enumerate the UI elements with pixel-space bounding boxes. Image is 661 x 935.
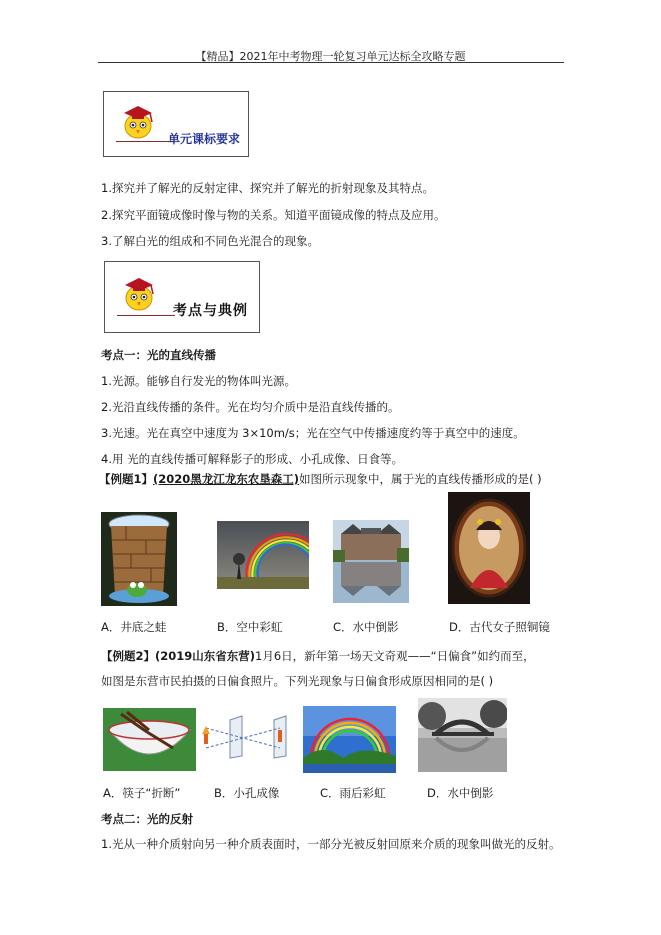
example-1-option-c: C．水中倒影: [333, 620, 399, 634]
example-1-option-a: A．井底之蛙: [101, 620, 167, 634]
section-1-point-3: 3.光速。光在真空中速度为 3×10m/s；光在空气中传播速度约等于真空中的速度。: [101, 426, 525, 440]
example-1-option-d: D．古代女子照铜镜: [449, 620, 550, 634]
example-1-question: [99, 471, 542, 487]
banner-title: 考点与典例: [173, 303, 248, 319]
frog-in-well-image: [101, 512, 177, 606]
header-rule: [98, 62, 564, 63]
banner-underline: [117, 315, 175, 316]
section-1-point-4: 4.用 光的直线传播可解释影子的形成、小孔成像、日食等。: [101, 452, 404, 466]
after-rain-rainbow-image: [303, 706, 396, 773]
example-2-question-line-2: 如图是东营市民拍摄的日偏食照片。下列光现象与日偏食形成原因相同的是( ): [101, 674, 494, 688]
graduate-mascot-icon: [116, 100, 160, 144]
graduate-mascot-icon: [117, 272, 161, 316]
example-tag: 【例题1】: [99, 472, 154, 486]
example-source: (2020黑龙江龙东农垦森工): [153, 472, 300, 486]
requirement-3: 3.了解白光的组成和不同色光混合的现象。: [101, 234, 319, 248]
example-2-option-a: A．筷子“折断”: [103, 786, 181, 800]
section-1-point-2: 2.光沿直线传播的条件。光在均匀介质中是沿直线传播的。: [101, 400, 400, 414]
example-question-text: 如图所示现象中，属于光的直线传播形成的是( ): [299, 472, 542, 486]
section-2-title: 考点二：光的反射: [101, 812, 193, 826]
example-tag: 【例题2】: [101, 649, 156, 663]
exam-points-banner: [104, 261, 260, 333]
example-source: (2019山东省东营): [155, 649, 256, 663]
example-question-text: 1月6日，新年第一场天文奇观——“日偏食”如约而至，: [255, 649, 535, 663]
example-2-option-b: B．小孔成像: [214, 786, 280, 800]
page-header: 【精品】2021年中考物理一轮复习单元达标全攻略专题: [195, 50, 466, 63]
example-2-question-line-1: [101, 648, 535, 664]
example-2-option-c: C．雨后彩虹: [320, 786, 386, 800]
unit-requirements-banner: [103, 91, 249, 157]
sky-rainbow-image: [217, 521, 309, 589]
example-1-option-b: B．空中彩虹: [217, 620, 283, 634]
example-2-option-d: D．水中倒影: [427, 786, 494, 800]
banner-title: 单元课标要求: [168, 132, 241, 146]
requirement-1: 1.探究并了解光的反射定律、探究并了解光的折射现象及其特点。: [101, 181, 434, 195]
bridge-reflection-image: [418, 698, 507, 772]
banner-underline: [116, 141, 174, 142]
section-2-point-1: 1.光从一种介质射向另一种介质表面时，一部分光被反射回原来介质的现象叫做光的反射。: [101, 837, 561, 851]
pinhole-camera-image: [200, 714, 291, 760]
section-1-title: 考点一：光的直线传播: [101, 348, 216, 362]
chopsticks-bowl-image: [103, 708, 196, 771]
water-reflection-image: [333, 520, 409, 603]
requirement-2: 2.探究平面镜成像时像与物的关系。知道平面镜成像的特点及应用。: [101, 208, 446, 222]
section-1-point-1: 1.光源。能够自行发光的物体叫光源。: [101, 374, 296, 388]
bronze-mirror-image: [448, 492, 530, 604]
